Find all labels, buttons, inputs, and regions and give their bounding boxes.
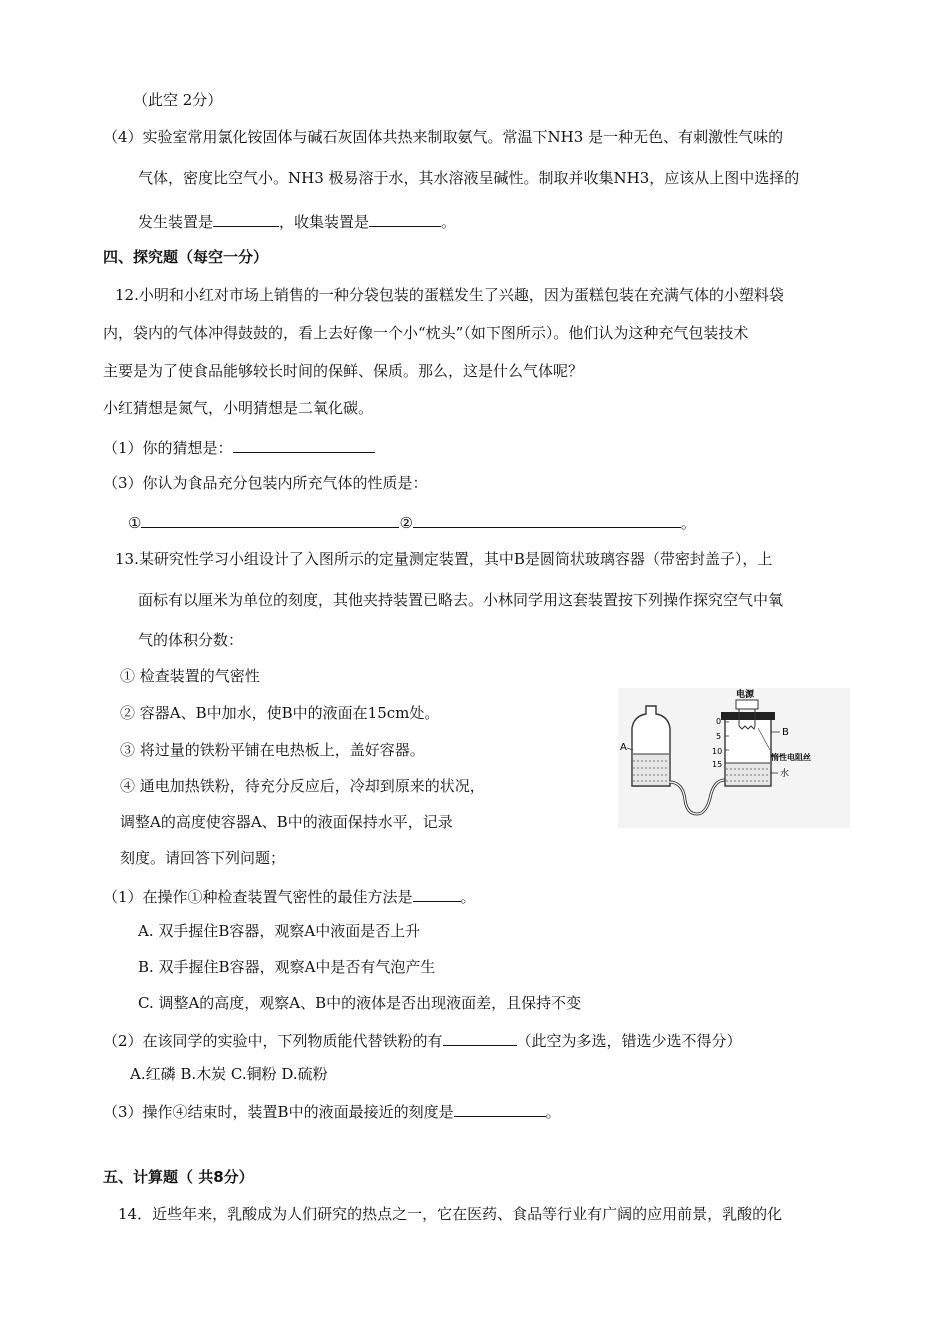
tick-15: 15	[712, 760, 723, 769]
container-b-lid	[721, 712, 775, 720]
option-a: A. 双手握住B容器，观察A中液面是否上升	[138, 922, 421, 940]
q13-3-blank[interactable]	[454, 1100, 546, 1117]
power-source	[736, 700, 758, 709]
q11-4-line-2: 气体，密度比空气小。NH3 极易溶于水，其水溶液呈碱性。制取并收集NH3，应该从上图中选择的	[138, 169, 800, 187]
q13-1-blank[interactable]	[413, 885, 461, 902]
q13-2	[103, 1029, 742, 1051]
q12-3: （3）你认为食品充分包装内所充气体的性质是：	[103, 474, 428, 492]
label-a: A	[620, 742, 627, 753]
q13-1-label: （1）在操作①种检查装置气密性的最佳方法是	[103, 888, 413, 906]
tick-5: 5	[716, 732, 722, 741]
q12-line-4: 小红猜想是氮气，小明猜想是二氧化碳。	[103, 399, 374, 417]
collector-label: ，收集装置是	[279, 213, 370, 231]
apparatus-figure	[618, 688, 850, 828]
q13-3-label: （3）操作④结束时，装置B中的液面最接近的刻度是	[103, 1103, 454, 1121]
collector-blank[interactable]	[369, 210, 441, 227]
container-a-water	[633, 754, 669, 785]
q11-points: （此空 2分）	[133, 91, 223, 109]
q12-3-answers	[128, 511, 696, 533]
q13-step-4-a: ④ 通电加热铁粉，待充分反应后，冷却到原来的状况，	[120, 777, 485, 795]
q12-3-end: 。	[680, 514, 696, 532]
q13-line-2: 面标有以厘米为单位的刻度，其他夹持装置已略去。小林同学用这套装置按下列操作探究空气中氧	[138, 591, 784, 609]
q11-4-line-1: （4）实验室常用氯化铵固体与碱石灰固体共热来制取氨气。常温下NH3 是一种无色、有刺激性气味的	[103, 128, 784, 146]
q13-step-3: ③ 将过量的铁粉平铺在电热板上，盖好容器。	[120, 741, 425, 759]
q13-line-3: 气的体积分数：	[138, 631, 244, 649]
q13-2-options: A.红磷 B.木炭 C.铜粉 D.硫粉	[130, 1065, 328, 1083]
q13-3-end: 。	[545, 1103, 561, 1121]
q13-step-4-c: 刻度。请回答下列问题；	[120, 849, 286, 867]
option-b: B. 双手握住B容器，观察A中是否有气泡产生	[138, 958, 436, 976]
q13-3	[103, 1100, 561, 1122]
q11-4-end: 。	[441, 213, 457, 231]
q12-1	[103, 436, 375, 458]
power-label: 电源	[736, 690, 755, 700]
q14-line-1: 14．近些年来，乳酸成为人们研究的热点之一，它在医药、食品等行业有广阔的应用前景，乳酸的化	[118, 1205, 783, 1223]
q12-line-2: 内，袋内的气体冲得鼓鼓的，看上去好像一个小“枕头”（如下图所示）。他们认为这种充气包装技术	[103, 324, 749, 342]
q12-3-blank-2[interactable]	[413, 511, 681, 528]
generator-blank[interactable]	[213, 210, 279, 227]
q13-1-end: 。	[460, 888, 476, 906]
q12-3-mark-1: ①	[128, 514, 142, 532]
option-c: C. 调整A的高度，观察A、B中的液体是否出现液面差，且保持不变	[138, 994, 582, 1012]
q13-line-1: 13.某研究性学习小组设计了入图所示的定量测定装置，其中B是圆筒状玻璃容器（带密封盖子），上	[115, 550, 773, 568]
q12-line-1: 12.小明和小红对市场上销售的一种分袋包装的蛋糕发生了兴趣，因为蛋糕包装在充满气体的小塑料袋	[115, 286, 784, 304]
label-b: B	[782, 727, 789, 738]
q12-line-3: 主要是为了使食品能够较长时间的保鲜、保质。那么，这是什么气体呢？	[103, 362, 584, 380]
resistor-label: 惰性电阻丝	[771, 753, 811, 762]
q13-1	[103, 885, 476, 907]
q12-1-label: （1）你的猜想是：	[103, 439, 233, 457]
tick-10: 10	[712, 747, 723, 756]
container-b-water	[726, 763, 770, 785]
section-5-heading: 五、计算题（ 共8分）	[103, 1168, 254, 1186]
q13-2-blank[interactable]	[443, 1029, 517, 1046]
q12-3-blank-1[interactable]	[141, 511, 399, 528]
water-label: 水	[780, 769, 790, 779]
q13-step-4-b: 调整A的高度使容器A、B中的液面保持水平，记录	[120, 813, 453, 831]
q12-3-mark-2: ②	[399, 514, 413, 532]
generator-label: 发生装置是	[138, 213, 214, 231]
q13-step-1: ① 检查装置的气密性	[120, 667, 260, 685]
q13-2-end: （此空为多选，错选少选不得分）	[516, 1032, 742, 1050]
q13-2-label: （2）在该同学的实验中，下列物质能代替铁粉的有	[103, 1032, 443, 1050]
tick-0: 0	[716, 717, 722, 726]
q12-1-blank[interactable]	[233, 436, 375, 453]
q13-step-2: ② 容器A、B中加水，使B中的液面在15cm处。	[120, 704, 440, 722]
q11-4-line-3	[138, 210, 456, 232]
section-4-heading: 四、探究题（每空一分）	[103, 248, 269, 266]
